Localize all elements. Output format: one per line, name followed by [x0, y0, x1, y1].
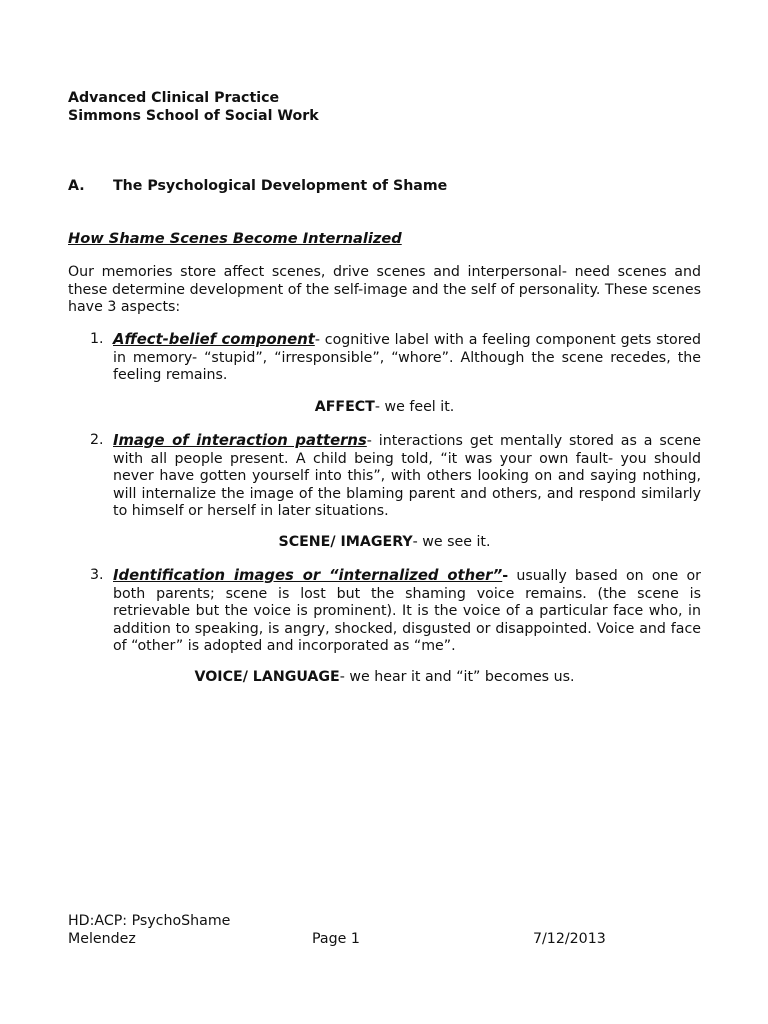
document-header [68, 90, 319, 125]
footer-row [68, 931, 701, 949]
summary-keyword: SCENE/ IMAGERY [278, 534, 413, 550]
item-term: Identification images or “internalized other” [113, 567, 503, 584]
section-heading [68, 178, 447, 196]
item-summary [68, 669, 701, 687]
item-number: 1. [90, 331, 104, 347]
summary-rest: - we see it. [412, 534, 491, 550]
footer-doc-id: HD:ACP: PsychoShame [68, 913, 231, 929]
item-text: cognitive label with a feeling component gets stored in memory- “stupid”, “irresponsible”, “whore”. Although the scene recedes, the feeling remains. [113, 332, 701, 383]
summary-rest: - we feel it. [374, 399, 455, 415]
footer-author: Melendez [68, 930, 136, 947]
item-summary [68, 534, 701, 552]
school-name: Simmons School of Social Work [68, 107, 319, 124]
item-dash: - [366, 433, 372, 449]
section-title: The Psychological Development of Shame [113, 178, 448, 194]
subheading: How Shame Scenes Become Internalized [68, 230, 402, 247]
list-item [90, 331, 701, 385]
list-item [90, 432, 701, 521]
section-letter: A. [68, 178, 85, 194]
item-number: 3. [90, 567, 104, 583]
list-item [90, 567, 701, 656]
item-term: Affect-belief component [113, 331, 315, 348]
footer-page-number: Page 1 [312, 930, 360, 947]
summary-rest: - we hear it and “it” becomes us. [339, 669, 575, 685]
summary-keyword: AFFECT [314, 399, 375, 415]
item-dash: - [502, 568, 509, 584]
item-number: 2. [90, 432, 104, 448]
item-body [113, 331, 701, 385]
intro-paragraph: Our memories store affect scenes, drive scenes and interpersonal- need scenes and these determine development of the self-image and the self of personality. These scenes have 3 aspects: [68, 264, 701, 315]
course-title: Advanced Clinical Practice [68, 90, 280, 106]
item-text: interactions get mentally stored as a scene with all people present. A child being told, “it was your own fault- you should never have gotten yourself into this”, with others looking on and saying nothing, will internalize the image of the blaming parent and others, and respond similarly to himself or herself in later situations. [113, 433, 702, 519]
item-body [113, 567, 701, 656]
item-dash: - [314, 332, 320, 348]
page-footer [68, 913, 701, 949]
footer-date: 7/12/2013 [533, 930, 606, 947]
item-body [113, 432, 701, 521]
item-term: Image of interaction patterns [113, 432, 367, 449]
summary-keyword: VOICE/ LANGUAGE [194, 669, 340, 685]
item-summary [68, 399, 701, 417]
item-text: usually based on one or both parents; scene is lost but the shaming voice remains. (the scene is retrievable but the voice is prominent). It is the voice of a particular face who, in addition to speaking, is angry, shocked, disgusted or disappointed. Voice and face of “other” is adopted and incorporated as “me”. [113, 568, 702, 654]
